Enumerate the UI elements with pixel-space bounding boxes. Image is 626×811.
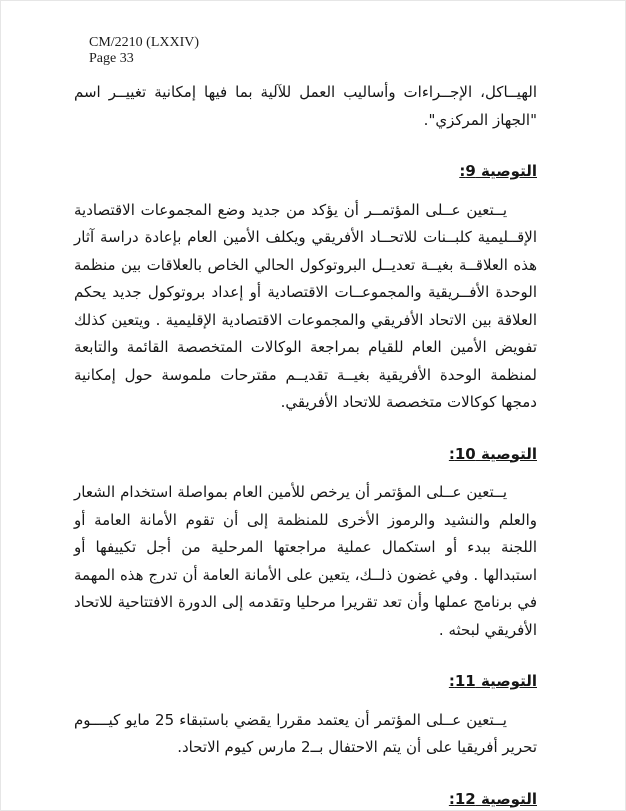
page-number: Page 33 [89, 51, 134, 66]
document-body [74, 79, 537, 811]
recommendation-9-heading: التوصية 9: [459, 162, 537, 180]
page-header [89, 35, 199, 67]
document-reference: CM/2210 (LXXIV) [89, 35, 200, 50]
recommendation-11-paragraph: يــتعين عــلى المؤتمر أن يعتمد مقررا يقضي باستبقاء 25 مايو كيــــوم تحرير أفريقيا على أن يتم الاحتفال بــ2 مارس كيوم الاتحاد. [74, 710, 537, 756]
recommendation-11-heading: التوصية 11: [448, 672, 537, 690]
intro-paragraph: الهيــاكل، الإجــراءات وأساليب العمل للآلية بما فيها إمكانية تغييــر اسم "الجهاز المركزي". [74, 83, 537, 129]
recommendation-9-paragraph: يــتعين عــلى المؤتمــر أن يؤكد من جديد وضع المجموعات الاقتصادية الإقــليمية كلبــنات للاتحــاد الأفريقي ويكلف الأمين العام بإعادة دراسة آثار هذه العلاقــة بغيــة تعديــل البروتوكول الحالي الخاص بالعلاقات بين منظمة الوحدة الأفــريقية والمجموعــات الاقتصادية أو إعداد بروتوكول جديد يحكم العلاقة بين الاتحاد الأفريقي والمجموعات الاقتصادية الإقليمية . ويتعين كذلك تفويض الأمين العام للقيام بمراجعة الوكالات المتخصصة القائمة والتابعة لمنظمة الوحدة الأفريقية بغيــة تقديــم مقترحات ملموسة حول إمكانية دمجها كوكالات متخصصة للاتحاد الأفريقي. [74, 200, 537, 411]
recommendation-10-paragraph: يــتعين عــلى المؤتمر أن يرخص للأمين العام بمواصلة استخدام الشعار والعلم والنشيد والرموز الأخرى للمنظمة إلى أن تقوم الأمانة العامة أو اللجنة ببدء أو استكمال عملية مراجعتها المرحلية من أجل تكييفها أو استبدالها . وفي غضون ذلــك، يتعين على الأمانة العامة أن تدرج هذه المهمة في برنامج عملها وأن تعد تقريرا مرحليا وتقدمه إلى الدورة الافتتاحية للاتحاد الأفريقي لبحثه . [74, 483, 537, 639]
recommendation-10-heading: التوصية 10: [448, 444, 537, 463]
recommendation-12-heading: التوصية 12: [448, 789, 537, 808]
